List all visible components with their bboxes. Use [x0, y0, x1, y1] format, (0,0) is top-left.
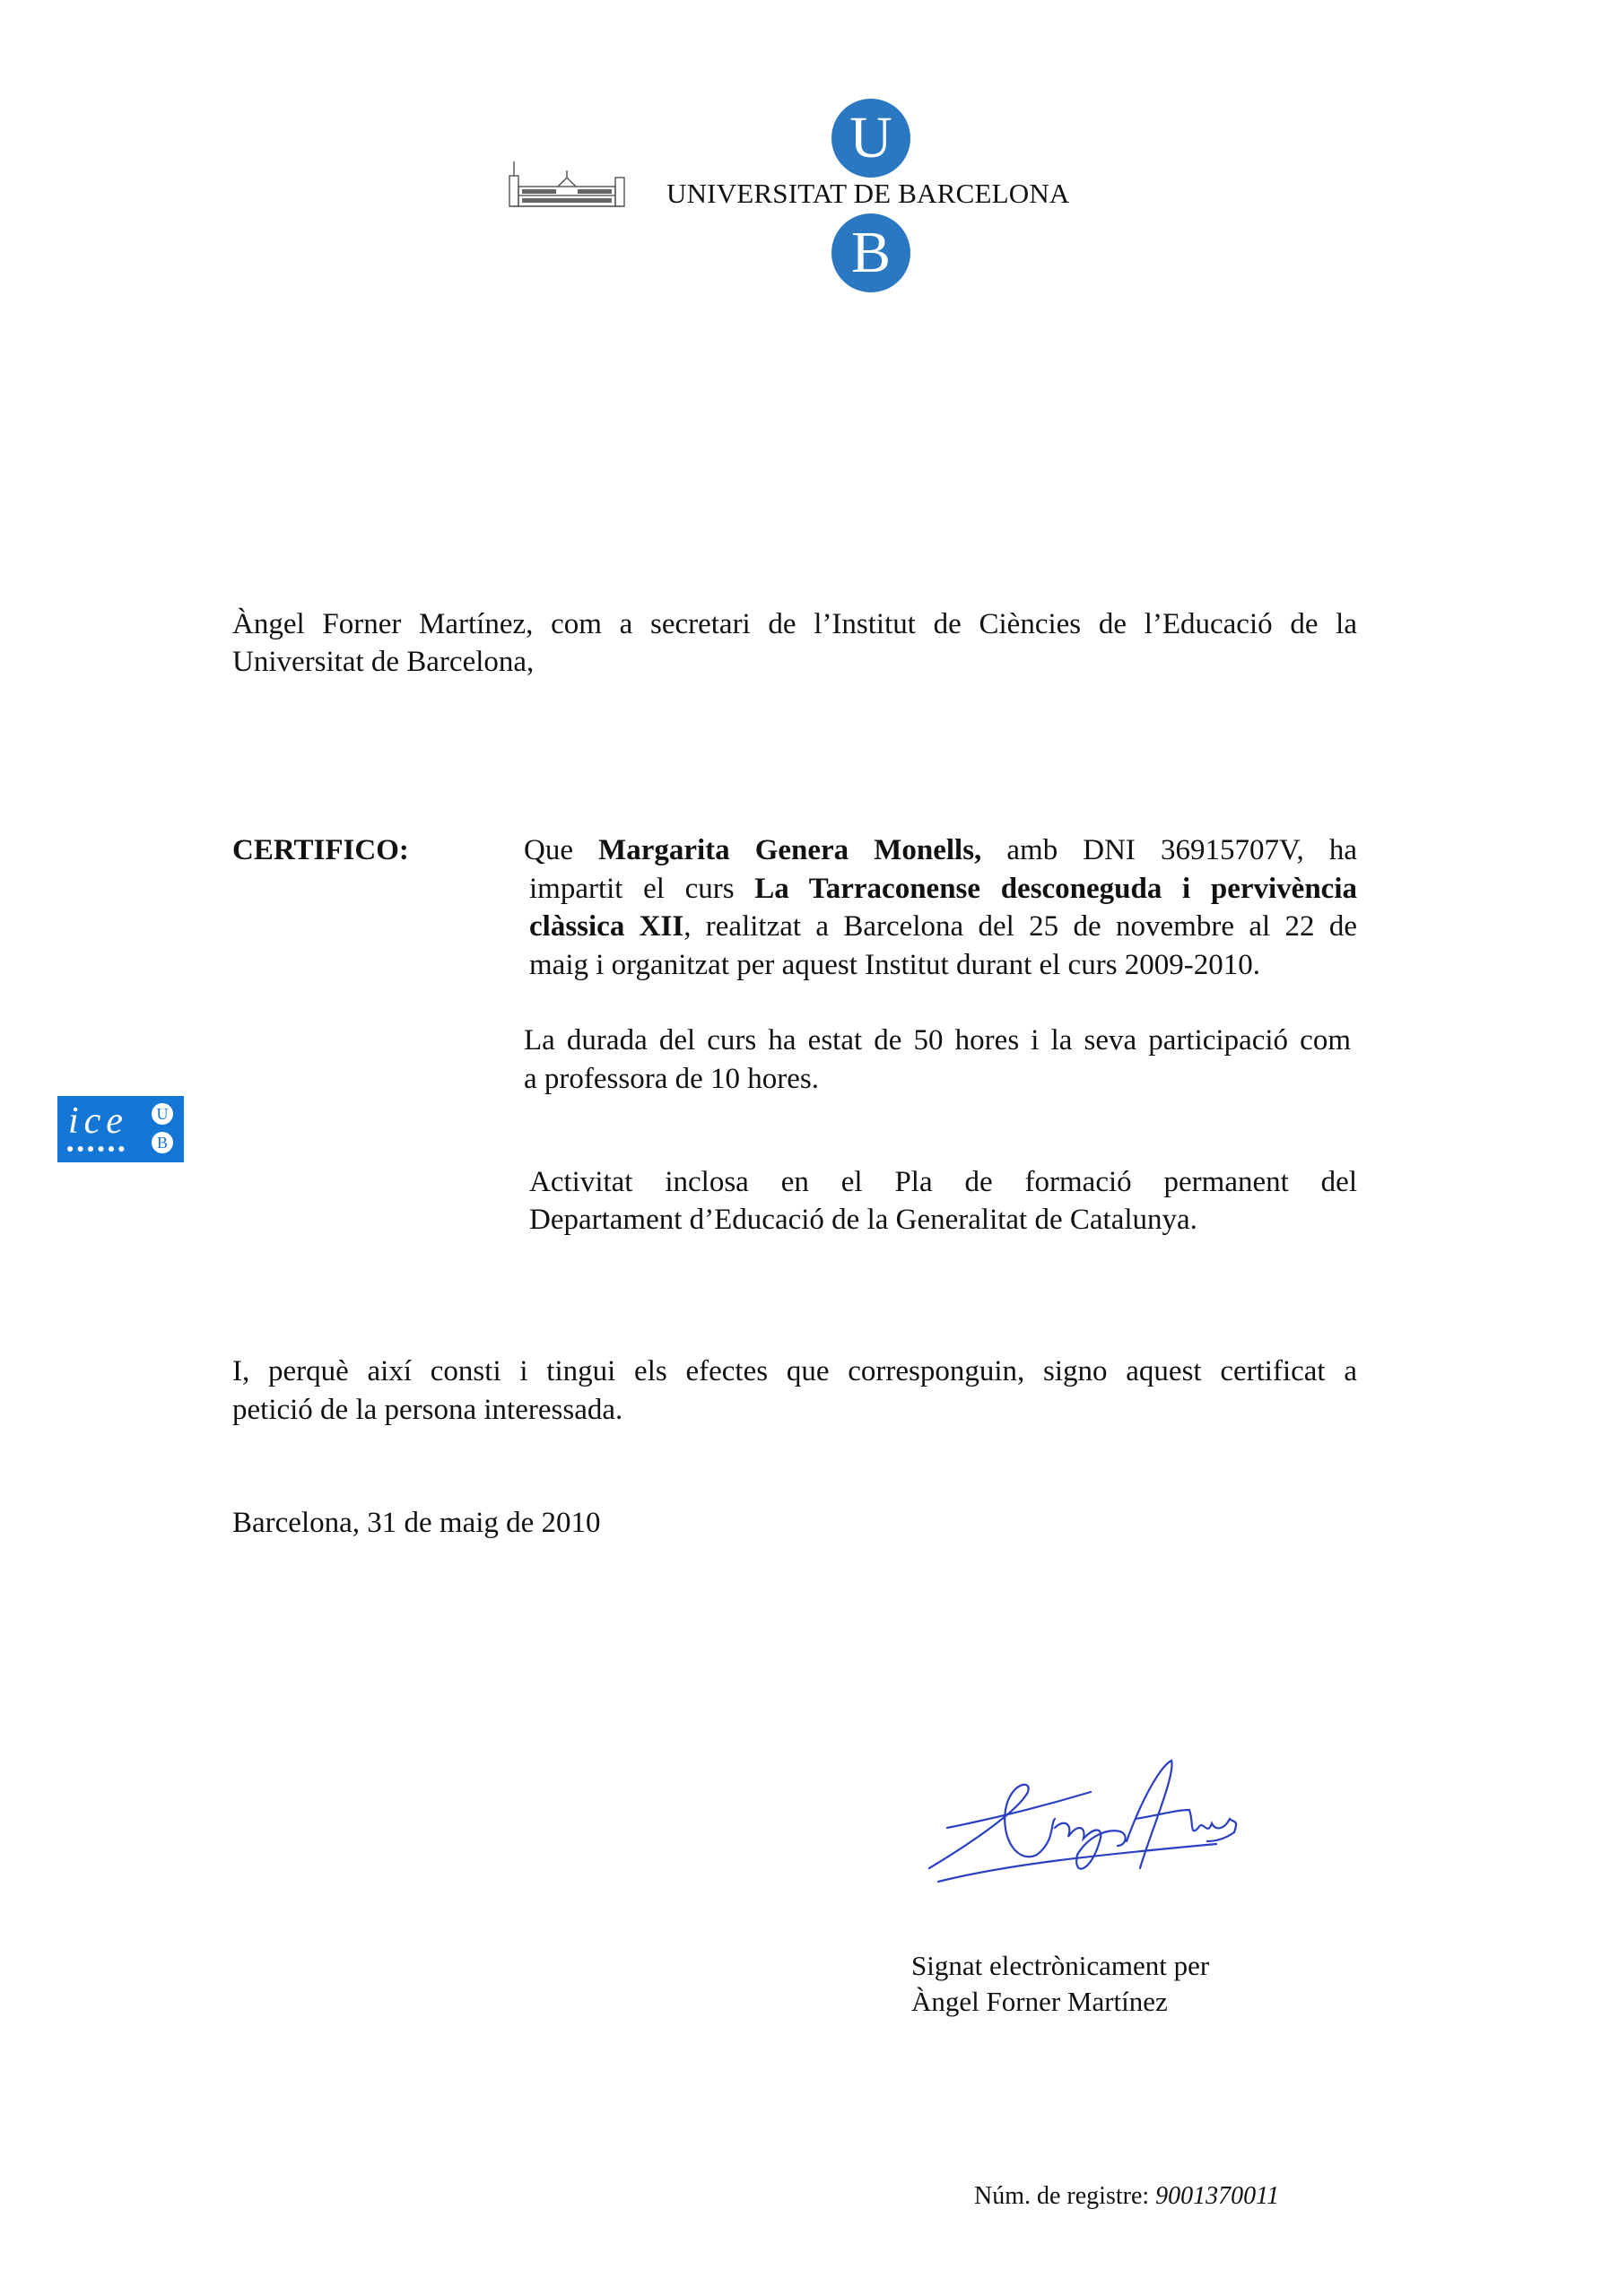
ice-logo-dots: ●●●●●●: [66, 1143, 128, 1156]
text: amb DNI 36915707V, ha: [981, 834, 1357, 866]
registry-number: [974, 2178, 1279, 2215]
intro-line-2: Universitat de Barcelona,: [232, 646, 535, 678]
registry-value: 9001370011: [1155, 2182, 1280, 2210]
ice-logo-b: B: [152, 1132, 173, 1153]
ub-logo-u: U: [831, 99, 910, 178]
date-place: Barcelona, 31 de maig de 2010: [232, 1507, 601, 1539]
closing-line-1: I, perquè així consti i tingui els efectes que corresponguin, signo aquest certificat a: [232, 1355, 1357, 1387]
ice-logo-text: ice: [68, 1100, 128, 1142]
intro-line-1: Àngel Forner Martínez, com a secretari de l’Institut de Ciències de l’Educació de la: [232, 608, 1357, 640]
signature-caption-1: Signat electrònicament per: [911, 1950, 1210, 1981]
duration-line-2: a professora de 10 hores.: [524, 1063, 819, 1095]
handwritten-signature: [920, 1756, 1245, 1892]
ice-ub-logo: [57, 1096, 184, 1162]
university-name: UNIVERSITAT DE BARCELONA: [666, 178, 1070, 209]
certifico-line-4: maig i organitzat per aquest Institut durant el curs 2009-2010.: [529, 949, 1261, 981]
ice-logo-u: U: [152, 1103, 173, 1125]
certifico-line-1: [524, 831, 1357, 869]
ub-logo-b: B: [831, 213, 910, 292]
person-name: Margarita Genera Monells,: [598, 834, 982, 866]
activity-line-1: Activitat inclosa en el Pla de formació permanent del: [529, 1166, 1357, 1198]
text: impartit el curs: [529, 873, 755, 905]
duration-line-1: La durada del curs ha estat de 50 hores i la seva participació com: [524, 1024, 1351, 1057]
certifico-label: CERTIFICO:: [232, 834, 409, 866]
course-name: clàssica XII: [529, 910, 684, 943]
certifico-line-3: [529, 908, 1357, 945]
course-name: La Tarraconense desconeguda i pervivència: [754, 873, 1357, 905]
text: Que: [524, 834, 599, 866]
registry-label: Núm. de registre:: [974, 2182, 1156, 2210]
signature-caption-2: Àngel Forner Martínez: [911, 1986, 1168, 2017]
closing-line-2: petició de la persona interessada.: [232, 1394, 623, 1426]
activity-line-2: Departament d’Educació de la Generalitat de Catalunya.: [529, 1204, 1197, 1236]
text: , realitzat a Barcelona del 25 de novembre al 22 de: [683, 910, 1357, 943]
certifico-line-2: [529, 870, 1357, 908]
building-logo: [508, 160, 626, 208]
